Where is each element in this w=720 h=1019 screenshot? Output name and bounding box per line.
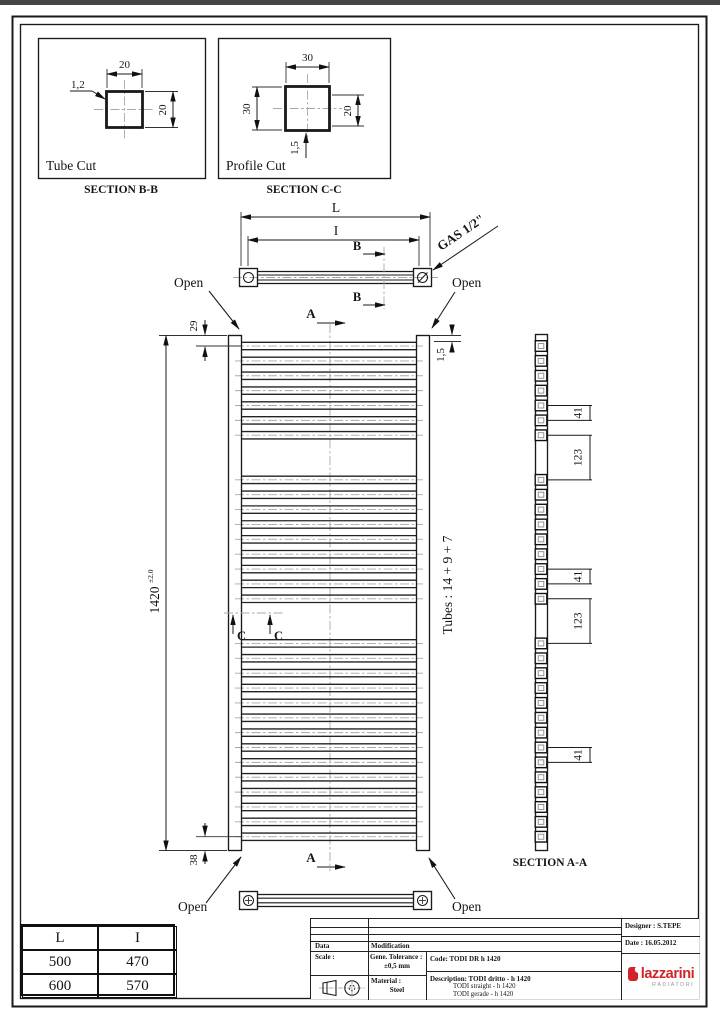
dim-inner-width: I xyxy=(333,223,339,238)
open-label-top-right: Open xyxy=(452,275,482,290)
dim-profile-width: 30 xyxy=(302,52,313,64)
size-table-cell: 600 xyxy=(22,974,98,998)
section-tube xyxy=(535,742,547,753)
section-dimensions xyxy=(548,405,592,762)
section-dim-label: 41 xyxy=(572,407,585,419)
dim-height: 1420 xyxy=(147,586,162,614)
section-tube xyxy=(535,534,547,545)
section-tube xyxy=(535,400,547,411)
lazzarini-logo-icon xyxy=(627,966,639,982)
section-tube xyxy=(535,698,547,709)
code-field: Code: TODI DR h 1420 xyxy=(430,955,501,963)
section-mark-c-left: C xyxy=(237,629,247,643)
section-aa-view xyxy=(535,335,592,851)
tubes-count-label: Tubes : 14 + 9 + 7 xyxy=(440,535,455,635)
dim-profile-inner: 20 xyxy=(342,105,354,117)
date-field: Date : 16.05.2012 xyxy=(625,939,677,947)
section-tube xyxy=(535,594,547,605)
material-label: Material : xyxy=(371,977,402,985)
dim-tube-height: 20 xyxy=(157,104,169,116)
section-cc-label: SECTION C-C xyxy=(266,184,342,196)
size-table xyxy=(20,924,175,996)
section-tube xyxy=(535,475,547,486)
dim-tube-inset: 1,5 xyxy=(435,348,447,362)
open-label-bottom-right: Open xyxy=(452,899,482,914)
dim-tube-wall: 1,2 xyxy=(71,79,85,91)
section-dim-label: 41 xyxy=(572,749,585,761)
description-line-3: TODI gerade - h 1420 xyxy=(453,991,514,998)
projection-symbol xyxy=(319,979,365,997)
section-tube xyxy=(535,757,547,768)
dim-profile-height: 30 xyxy=(241,103,253,115)
section-tube xyxy=(535,356,547,367)
front-view xyxy=(146,306,481,914)
size-table-cell: 470 xyxy=(98,950,177,974)
detail-tube-cut xyxy=(39,39,206,179)
tube-array xyxy=(235,342,423,840)
section-tube xyxy=(535,802,547,813)
top-view xyxy=(174,200,498,329)
tube-cut-title: Tube Cut xyxy=(46,158,97,173)
section-tube xyxy=(535,341,547,352)
modification-column-label: Modification xyxy=(371,942,410,950)
section-dim-label: 123 xyxy=(572,612,585,630)
dim-overall-width: L xyxy=(331,200,341,215)
dim-height-tolerance: ±2.0 xyxy=(146,569,155,583)
section-dim-label: 41 xyxy=(572,570,585,583)
data-column-label: Data xyxy=(315,942,330,950)
designer-field: Designer : S.TEPE xyxy=(625,922,682,930)
section-bb-label: SECTION B-B xyxy=(84,184,158,196)
section-tube xyxy=(535,504,547,515)
description-line-2: TODI straight - h 1420 xyxy=(453,983,516,990)
size-table-header-L: L xyxy=(22,926,98,950)
open-label-top-left: Open xyxy=(174,275,204,290)
section-tube xyxy=(535,549,547,560)
profile-cut-title: Profile Cut xyxy=(226,158,286,173)
section-mark-c-right: C xyxy=(274,629,284,643)
section-aa-label: SECTION A-A xyxy=(512,857,588,869)
section-tube xyxy=(535,727,547,738)
size-table-cell: 570 xyxy=(98,974,177,998)
size-table-cell: 500 xyxy=(22,950,98,974)
section-tube xyxy=(535,519,547,530)
gas-connection-label: GAS 1/2" xyxy=(434,210,488,254)
section-tube xyxy=(535,668,547,679)
section-tube xyxy=(535,817,547,828)
material-value: Steel xyxy=(389,986,405,994)
logo-wordmark: lazzarini xyxy=(640,965,695,982)
section-mark-a-bottom: A xyxy=(306,850,316,865)
section-mark-b-bottom: B xyxy=(352,290,362,304)
section-mark-a-top: A xyxy=(306,306,316,321)
section-tube xyxy=(535,772,547,783)
section-tube xyxy=(535,638,547,649)
dim-top-offset: 29 xyxy=(188,320,200,332)
open-label-bottom-left: Open xyxy=(178,899,208,914)
title-block xyxy=(310,918,699,999)
section-tube-array xyxy=(535,341,547,842)
sheet-border xyxy=(13,17,707,1007)
dim-profile-wall: 1,5 xyxy=(289,141,301,155)
section-mark-b-top: B xyxy=(352,239,362,253)
tolerance-label: Gene. Tolerance : xyxy=(370,953,423,961)
section-tube xyxy=(535,579,547,590)
logo-subtitle: RADIATORI xyxy=(651,981,694,988)
section-tube xyxy=(535,787,547,798)
brand-logo xyxy=(623,955,698,998)
tolerance-value: ±0,5 mm xyxy=(383,962,410,970)
section-tube xyxy=(535,564,547,575)
section-tube xyxy=(535,831,547,842)
description-line-1: Description: TODI dritto - h 1420 xyxy=(430,975,531,983)
section-tube xyxy=(535,683,547,694)
detail-profile-cut xyxy=(219,39,391,179)
section-tube xyxy=(535,370,547,381)
section-tube xyxy=(535,653,547,664)
section-dim-label: 123 xyxy=(572,448,585,467)
dim-bottom-offset: 38 xyxy=(188,854,200,866)
section-tube xyxy=(535,430,547,441)
section-tube xyxy=(535,489,547,500)
size-table-header-I: I xyxy=(98,926,177,950)
bottom-view xyxy=(240,892,432,910)
section-tube xyxy=(535,712,547,723)
dim-tube-width: 20 xyxy=(119,59,130,71)
section-tube xyxy=(535,415,547,426)
section-tube xyxy=(535,385,547,396)
scale-label: Scale : xyxy=(315,953,335,961)
